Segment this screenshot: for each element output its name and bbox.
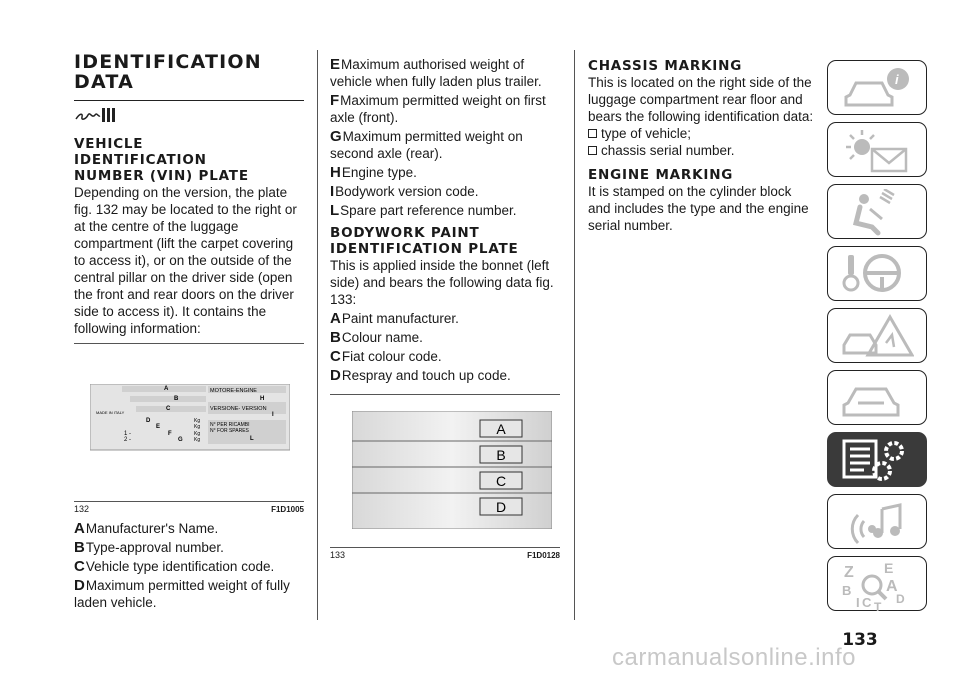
figure-code: F1D0128 [527, 551, 560, 560]
vin-legend [74, 520, 304, 611]
legend-item [74, 539, 304, 556]
tab-steering-key[interactable] [827, 246, 927, 301]
figure-133 [330, 394, 560, 560]
plate-made-in: MADE IN ITALY [96, 410, 125, 415]
plate-kg-4: Kg [194, 437, 201, 443]
legend-item [330, 128, 560, 162]
legend-text: Maximum permitted weight on first axle (front). [330, 93, 546, 125]
legend-item [74, 577, 304, 611]
legend-text: Spare part reference number. [340, 203, 517, 218]
bullet-item [588, 142, 814, 159]
car-maintenance-icon [842, 375, 914, 423]
column-identification [74, 52, 304, 611]
column-divider [574, 50, 575, 620]
svg-text:I: I [856, 595, 860, 610]
legend-key: B [330, 329, 341, 346]
legend-text: Maximum permitted weight of fully laden vehicle. [74, 578, 290, 610]
section-title-line1: IDENTIFICATION [74, 51, 262, 73]
plate-ricambi: N° PER RICAMBI [210, 422, 250, 428]
tab-car-info[interactable] [827, 60, 927, 115]
tab-warning-lights[interactable] [827, 122, 927, 177]
bullet-text: type of vehicle; [601, 126, 692, 141]
legend-text: Maximum authorised weight of vehicle when fully laden plus trailer. [330, 57, 542, 89]
column-divider [317, 50, 318, 620]
legend-text: Maximum permitted weight on second axle (rear). [330, 129, 523, 161]
plate-label-f: F [168, 431, 172, 437]
plate-label-g: G [178, 437, 183, 443]
legend-item [330, 202, 560, 219]
car-info-icon [842, 65, 914, 113]
legend-key: D [74, 577, 85, 594]
bullet-item [588, 125, 814, 142]
vin-heading [74, 136, 304, 184]
plate-label-b: B [174, 396, 179, 402]
plate-box-a: A [496, 421, 506, 437]
plate-versione: VERSIONE- VERSION [210, 406, 267, 412]
tab-emergency[interactable] [827, 308, 927, 363]
legend-key: L [330, 202, 340, 219]
seat-airbag-icon [842, 189, 914, 237]
plate-label-e: E [156, 424, 161, 430]
multimedia-icon [842, 499, 914, 547]
svg-text:D: D [896, 592, 905, 606]
figure-code: F1D1005 [271, 505, 304, 514]
paint-plate-illustration [352, 411, 552, 529]
svg-text:T: T [874, 600, 882, 611]
plate-axle-2: 2 - [124, 437, 132, 443]
tab-maintenance[interactable] [827, 370, 927, 425]
title-rule [74, 100, 304, 101]
svg-text:E: E [884, 561, 894, 576]
plate-box-d: D [495, 499, 507, 515]
plate-spares: N° FOR SPARES [210, 428, 249, 434]
warning-lights-icon [842, 127, 914, 175]
technical-data-icon [842, 437, 914, 485]
plate-axle-1: 1 - [124, 431, 132, 437]
legend-text: Respray and touch up code. [341, 368, 511, 383]
plate-kg-2: Kg [194, 424, 201, 430]
legend-item [330, 183, 560, 200]
legend-key: G [330, 128, 342, 145]
handwriting-icon [74, 105, 304, 130]
section-title-line2: DATA [74, 71, 134, 93]
plate-label-d: D [146, 418, 151, 424]
legend-item [330, 329, 560, 346]
plate-label-a: A [164, 386, 169, 392]
legend-key: A [74, 520, 85, 537]
legend-text: Type-approval number. [85, 540, 224, 555]
legend-text: Vehicle type identification code. [85, 559, 275, 574]
legend-item [330, 310, 560, 327]
chassis-heading: CHASSIS MARKING [588, 58, 743, 74]
plate-kg-3: Kg [194, 431, 201, 437]
index-icon [842, 561, 914, 611]
legend-key: I [330, 183, 335, 200]
svg-text:A: A [886, 578, 898, 595]
legend-item [330, 56, 560, 90]
column-chassis [588, 58, 814, 234]
plate-motore: MOTORE-ENGINE [210, 388, 257, 394]
tab-index[interactable] [827, 556, 927, 611]
vin-paragraph: Depending on the version, the plate fig. 132 may be located to the right or at the centre of the luggage compartment (lift the carpet covering to access it), or on the outside of the central pillar on the driver side (open the front and rear doors on the driver side to access it). It contains the following information: [74, 185, 297, 336]
legend-text: Paint manufacturer. [341, 311, 459, 326]
legend-key: B [74, 539, 85, 556]
tab-multimedia[interactable] [827, 494, 927, 549]
emergency-triangle-icon [842, 313, 914, 361]
paint-heading [330, 225, 560, 257]
legend-text: Fiat colour code. [341, 349, 442, 364]
legend-text: Manufacturer's Name. [85, 521, 219, 536]
plate-box-b: B [496, 447, 506, 463]
figure-132 [74, 343, 304, 514]
vin-heading-line1: VEHICLE [74, 136, 144, 152]
plate-label-c: C [166, 406, 171, 412]
svg-text:C: C [862, 595, 872, 610]
paint-heading-line2: IDENTIFICATION PLATE [330, 241, 519, 257]
plate-box-c: C [495, 473, 507, 489]
legend-key: E [330, 56, 341, 73]
engine-heading: ENGINE MARKING [588, 167, 734, 183]
svg-text:i: i [895, 72, 899, 87]
paint-heading-line1: BODYWORK PAINT [330, 225, 480, 241]
svg-text:Z: Z [844, 564, 854, 581]
legend-key: F [330, 92, 340, 109]
plate-label-l: L [250, 436, 254, 442]
legend-text: Engine type. [341, 165, 417, 180]
paint-paragraph: This is applied inside the bonnet (left side) and bears the following data fig. 133: [330, 258, 554, 307]
vin-heading-line3: NUMBER (VIN) PLATE [74, 168, 249, 184]
plate-label-h: H [260, 396, 265, 402]
legend-item [330, 348, 560, 365]
page-number: 133 [842, 630, 878, 650]
legend-key: C [74, 558, 85, 575]
plate-label-i: I [272, 412, 274, 418]
bullet-text: chassis serial number. [601, 143, 735, 158]
legend-key: A [330, 310, 341, 327]
watermark: carmanualsonline.info [612, 644, 856, 671]
legend-item [330, 164, 560, 181]
legend-item [330, 367, 560, 384]
figure-number: 133 [330, 550, 346, 560]
tab-technical-data[interactable] [827, 432, 927, 487]
bullet-square-icon [588, 129, 597, 138]
vin-plate-illustration [90, 384, 290, 454]
tab-seat-airbag[interactable] [827, 184, 927, 239]
chassis-paragraph: This is located on the right side of the luggage compartment rear floor and bears the following identification data: [588, 75, 814, 124]
engine-paragraph: It is stamped on the cylinder block and includes the type and the engine serial number. [588, 184, 809, 233]
vin-heading-line2: IDENTIFICATION [74, 152, 207, 168]
plate-kg-1: Kg [194, 418, 201, 424]
legend-item [330, 92, 560, 126]
legend-key: H [330, 164, 341, 181]
legend-key: C [330, 348, 341, 365]
legend-item [74, 558, 304, 575]
legend-text: Bodywork version code. [335, 184, 479, 199]
svg-text:B: B [842, 583, 852, 598]
legend-key: D [330, 367, 341, 384]
steering-key-icon [842, 251, 914, 299]
legend-item [74, 520, 304, 537]
legend-text: Colour name. [341, 330, 423, 345]
column-paint [330, 54, 560, 560]
bullet-square-icon [588, 146, 597, 155]
figure-number: 132 [74, 504, 90, 514]
